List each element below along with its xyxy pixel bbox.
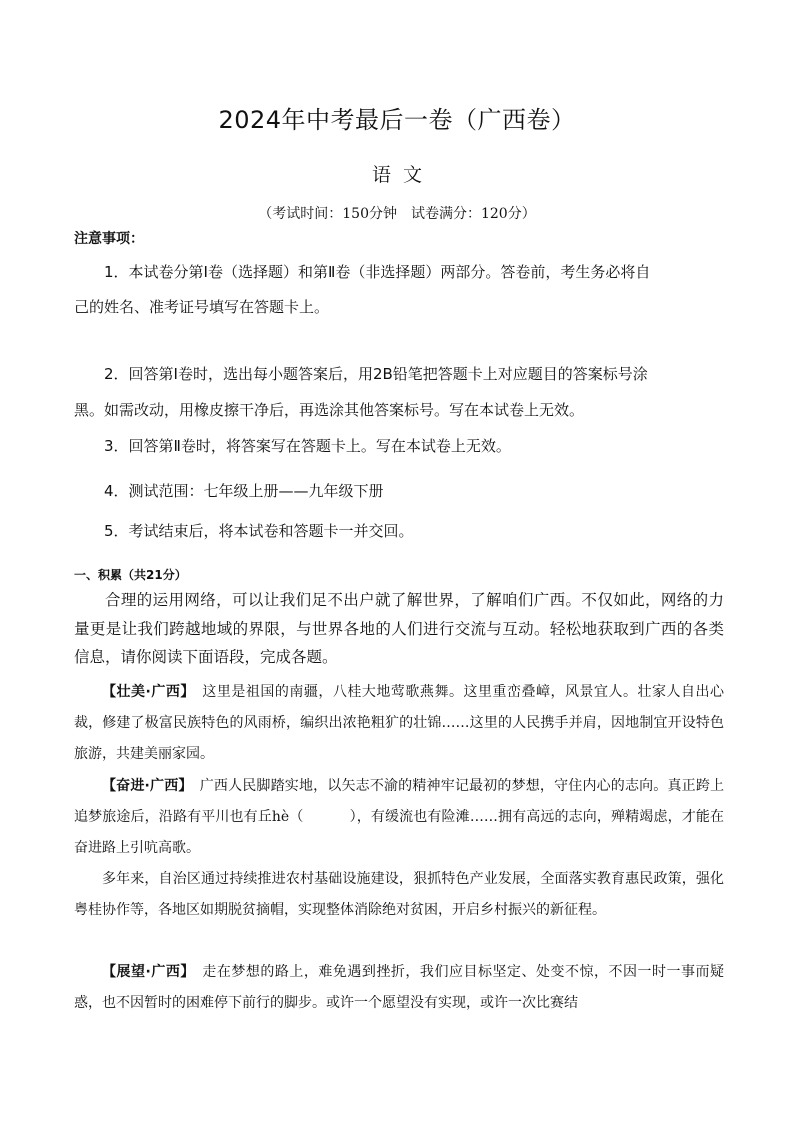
paragraph-zhanwang: [74, 957, 724, 1019]
paragraph-fenjin: [74, 771, 724, 864]
note-2-line-2: 黑。如需改动，用橡皮擦干净后，再选涂其他答案标号。写在本试卷上无效。: [74, 401, 585, 419]
note-1-line-1: 1．本试卷分第Ⅰ卷（选择题）和第Ⅱ卷（非选择题）两部分。答卷前，考生务必将自: [104, 263, 651, 281]
note-4: 4．测试范围：七年级上册——九年级下册: [104, 482, 384, 500]
text-fenjin-b: ），有缓流也有险滩……拥有高远的志向，殚精竭虑，才能在奋进路上引吭高歌。: [74, 809, 724, 856]
text-zhuangmei: 这里是祖国的南疆，八桂大地莺歌燕舞。这里重峦叠嶂，风景宜人。壮家人自出心裁，修建了极富民族特色的风雨桥，编织出浓艳粗犷的壮锦……这里的人民携手并肩，因地制宜开设特色旅游，共建美丽家园。: [74, 684, 725, 762]
intro-paragraph: 合理的运用网络，可以让我们足不出户就了解世界，了解咱们广西。不仅如此，网络的力量更是让我们跨越地域的界限，与世界各地的人们进行交流与互动。轻松地获取到广西的各类信息，请你阅读下面语段，完成各题。: [74, 591, 724, 666]
paragraph-poverty: 多年来，自治区通过持续推进农村基础设施建设，狠抓特色产业发展，全面落实教育惠民政策，强化粤桂协作等，各地区如期脱贫摘帽，实现整体消除绝对贫困，开启乡村振兴的新征程。: [74, 871, 724, 918]
note-5: 5．考试结束后，将本试卷和答题卡一并交回。: [104, 522, 414, 540]
text-fenjin-a: 广西人民脚踏实地，以矢志不渝的精神牢记最初的梦想，守住内心的志向。真正跨上追梦旅途后，沿路有平川也有丘hè（: [74, 778, 725, 825]
tag-fenjin: 【奋进·广西】: [102, 778, 186, 794]
text-zhanwang: 走在梦想的路上，难免遇到挫折，我们应目标坚定、处变不惊，不因一时一事而疑惑，也不因暂时的困难停下前行的脚步。或许一个愿望没有实现，或许一次比赛结: [74, 964, 725, 1011]
notes-heading: 注意事项：: [74, 231, 144, 247]
note-2-line-1: 2．回答第Ⅰ卷时，选出每小题答案后，用2B铅笔把答题卡上对应题目的答案标号涂: [104, 365, 648, 383]
exam-title: 2024年中考最后一卷（广西卷）: [218, 106, 576, 134]
tag-zhanwang: 【展望·广西】: [102, 964, 188, 980]
tag-zhuangmei: 【壮美·广西】: [102, 684, 188, 700]
section-heading: 一、积累（共21分）: [74, 568, 187, 582]
note-3: 3．回答第Ⅱ卷时，将答案写在答题卡上。写在本试卷上无效。: [104, 437, 511, 455]
note-1-line-2: 己的姓名、准考证号填写在答题卡上。: [74, 298, 330, 316]
paragraph-zhuangmei: [74, 677, 724, 770]
exam-time-info: （考试时间：150分钟 试卷满分：120分）: [258, 206, 536, 222]
subject-title: 语文: [371, 164, 434, 186]
